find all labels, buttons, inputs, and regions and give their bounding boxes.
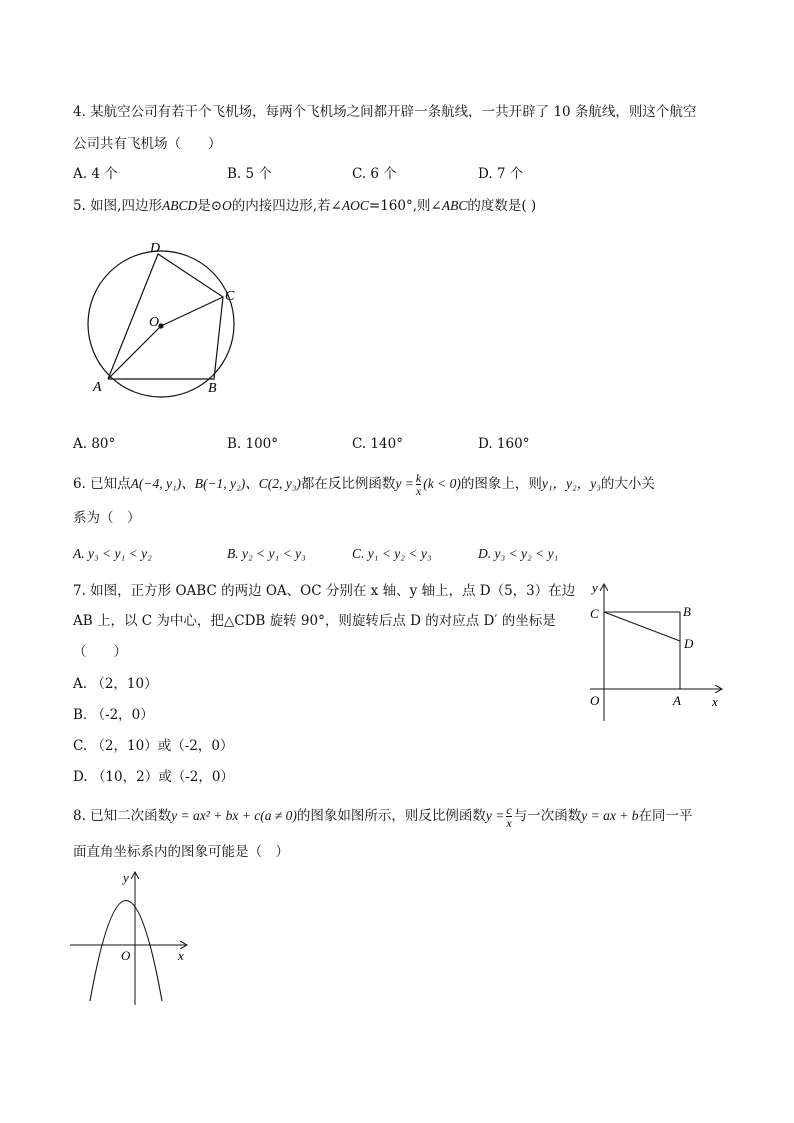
q5-option-d: D. 160° bbox=[478, 436, 530, 452]
q4-stem-line1: 4. 某航空公司有若干个飞机场，每两个飞机场之间都开辟一条航线，一共开辟了 10 条航线，则这个航空 bbox=[73, 104, 697, 120]
label-b: B bbox=[208, 381, 217, 396]
q6-option-d: D. y₃ < y₂ < y₁ bbox=[478, 546, 559, 561]
q5-stem: 5. 如图,四边形ABCD是⊙O的内接四边形,若∠AOC=160°,则∠ABC的度数是( ) bbox=[73, 198, 537, 214]
q8-stem: 8. 已知二次函数y = ax² + bx + c(a ≠ 0)的图象如图所示，则反比例函数y = $\frac{c}{x}$ 与一次函数y = ax + b在同一平 bbox=[73, 803, 693, 830]
axis-label-y: y bbox=[592, 580, 598, 595]
q6-option-c: C. y₁ < y₂ < y₃ bbox=[352, 546, 432, 561]
q7-option-d: D. （10，2）或（-2，0） bbox=[73, 769, 234, 785]
label-o: O bbox=[121, 948, 131, 963]
quadrilateral-abcd bbox=[108, 254, 223, 379]
axis-label-y: y bbox=[123, 870, 129, 885]
q8-inv-denominator: x bbox=[506, 816, 512, 830]
q6-stem-line2: 系为（ ） bbox=[73, 510, 141, 526]
q6-func-denominator: x bbox=[415, 484, 422, 498]
q4-option-c: C. 6 个 bbox=[352, 166, 397, 182]
q7-stem-line1: 7. 如图，正方形 OABC 的两边 OA、OC 分别在 x 轴、y 轴上，点 D（5，3）在边 bbox=[73, 583, 576, 599]
segment-oc bbox=[161, 297, 223, 326]
q6-stem: 6. 已知点A(−4, y₁)、B(−1, y₂)、C(2, y₃)都在反比例函数y = $\frac{k}{x}$ (k < 0)的图象上，则y₁，y₂，y₃的大小关 bbox=[73, 471, 655, 498]
q5-option-a: A. 80° bbox=[73, 436, 116, 452]
q7-square-figure bbox=[585, 578, 730, 723]
q7-option-c: C. （2，10）或（-2，0） bbox=[73, 738, 234, 754]
label-a: A bbox=[673, 693, 681, 708]
label-c: C bbox=[225, 289, 235, 304]
q6-func-numerator: k bbox=[415, 471, 422, 485]
q5-option-c: C. 140° bbox=[352, 436, 403, 452]
q4-option-a: A. 4 个 bbox=[73, 166, 118, 182]
segment-oa bbox=[108, 326, 161, 379]
q8-parabola-figure bbox=[65, 868, 195, 1008]
q6-option-b: B. y₂ < y₁ < y₃ bbox=[227, 546, 306, 561]
label-d: D bbox=[150, 241, 161, 256]
label-a: A bbox=[93, 380, 102, 395]
label-o: O bbox=[149, 315, 160, 330]
q7-option-b: B. （-2，0） bbox=[73, 707, 154, 723]
center-o-dot bbox=[158, 323, 163, 328]
axis-label-x: x bbox=[712, 694, 718, 709]
q8-stem-line2: 面直角坐标系内的图象可能是（ ） bbox=[73, 844, 289, 860]
q4-option-b: B. 5 个 bbox=[227, 166, 272, 182]
label-d: D bbox=[684, 636, 694, 651]
q8-inv-numerator: c bbox=[506, 803, 512, 817]
axis-label-x: x bbox=[178, 948, 184, 963]
label-b: B bbox=[683, 604, 691, 619]
q5-circle-figure bbox=[80, 238, 250, 403]
q4-stem-line2: 公司共有飞机场（ ） bbox=[73, 136, 222, 152]
q7-stem-line2: AB 上，以 C 为中心，把△CDB 旋转 90°，则旋转后点 D 的对应点 D′ 的坐标是 bbox=[73, 613, 556, 629]
label-c: C bbox=[590, 606, 599, 621]
q6-option-a: A. y₃ < y₁ < y₂ bbox=[73, 546, 152, 561]
segment-cd bbox=[604, 612, 680, 641]
q4-option-d: D. 7 个 bbox=[478, 166, 524, 182]
square-oabc bbox=[604, 612, 680, 689]
q5-option-b: B. 100° bbox=[227, 436, 279, 452]
q7-option-a: A. （2，10） bbox=[73, 676, 158, 692]
q7-stem-line3: （ ） bbox=[73, 644, 127, 660]
label-o: O bbox=[590, 693, 600, 708]
